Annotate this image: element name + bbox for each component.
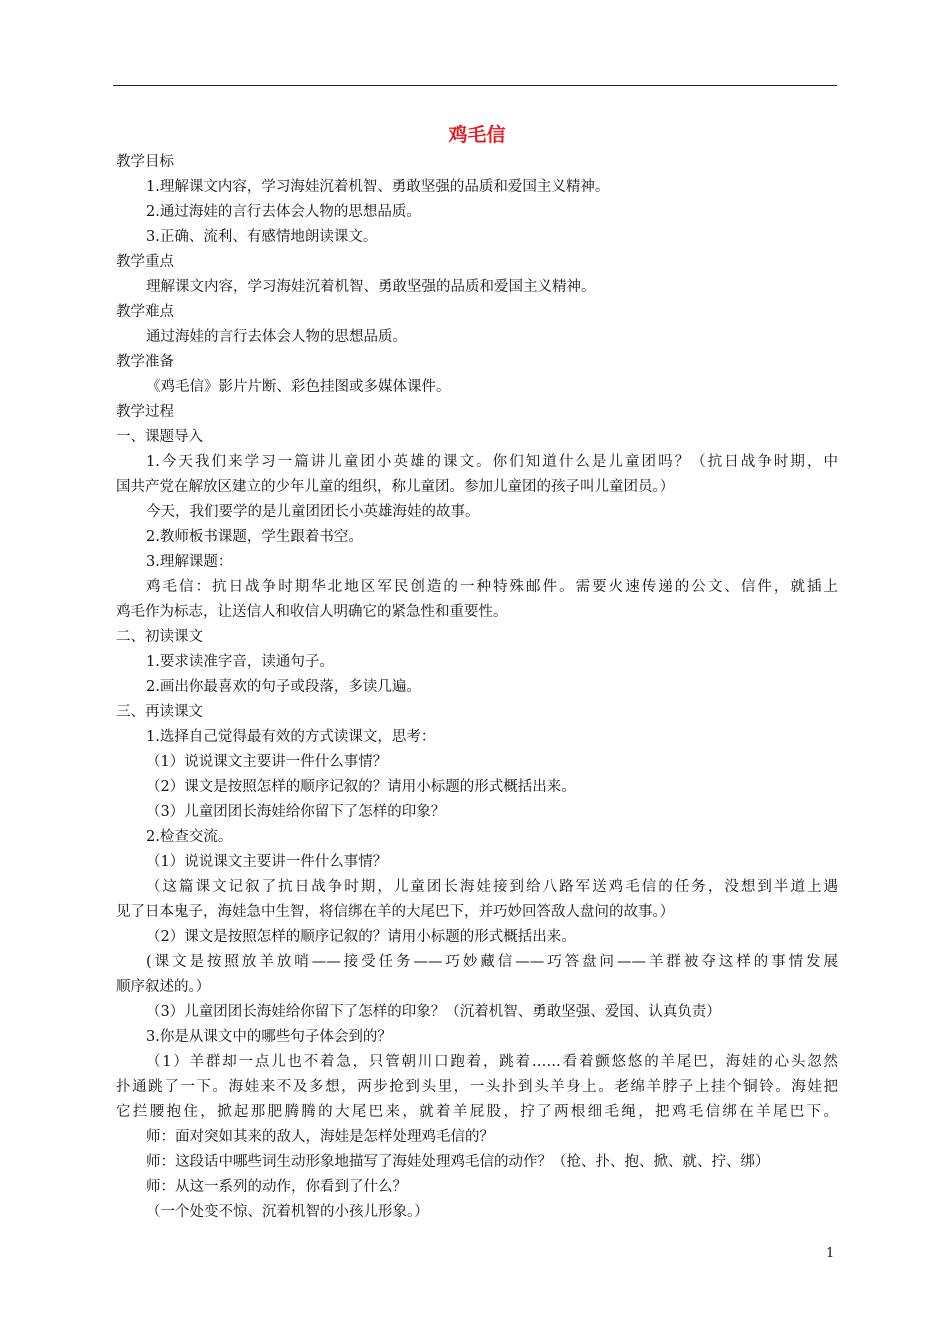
- text-line: （2）课文是按照怎样的顺序记叙的？请用小标题的形式概括出来。: [146, 929, 576, 945]
- page-number: 1: [826, 1246, 835, 1261]
- text-line: （1）羊群却一点儿也不着急，只管朝川口跑着，跳着……看着颤悠悠的羊尾巴，海娃的心头忽然: [146, 1054, 838, 1070]
- text-line: (课文是按照放羊放哨——接受任务——巧妙藏信——巧答盘问——羊群被夺这样的事情发展: [146, 954, 838, 970]
- text-line: 三、再读课文: [116, 704, 203, 720]
- document-body: [116, 121, 838, 1225]
- text-line: 1.要求读准字音，读通句子。: [146, 654, 334, 670]
- text-line: 3.正确、流利、有感情地朗读课文。: [146, 229, 378, 245]
- text-line: 2.画出你最喜欢的句子或段落，多读几遍。: [146, 679, 421, 695]
- text-line: （3）儿童团团长海娃给你留下了怎样的印象？（沉着机智、勇敢坚强、爱国、认真负责）: [146, 1004, 721, 1020]
- text-line: 1.理解课文内容，学习海娃沉着机智、勇敢坚强的品质和爱国主义精神。: [146, 179, 610, 195]
- text-line: 顺序叙述的。）: [116, 979, 211, 995]
- text-line: 2.检查交流。: [146, 829, 233, 845]
- text-line: 理解课文内容，学习海娃沉着机智、勇敢坚强的品质和爱国主义精神。: [146, 279, 596, 295]
- text-line: （1）说说课文主要讲一件什么事情？: [146, 754, 388, 770]
- text-line: 3.理解课题：: [146, 554, 233, 570]
- text-line: 师：这段话中哪些词生动形象地描写了海娃处理鸡毛信的动作？（抢、扑、抱、掀、就、拧、绑）: [146, 1154, 770, 1170]
- text-line: 一、课题导入: [116, 429, 203, 445]
- text-line: 鸡毛作为标志，让送信人和收信人明确它的紧急性和重要性。: [116, 604, 508, 620]
- text-line: 师：面对突如其来的敌人，海娃是怎样处理鸡毛信的？: [146, 1129, 494, 1145]
- text-line: 鸡毛信：抗日战争时期华北地区军民创造的一种特殊邮件。需要火速传递的公文、信件，就插上: [146, 579, 838, 595]
- text-line: （1）说说课文主要讲一件什么事情？: [146, 854, 388, 870]
- text-line: 1.选择自己觉得最有效的方式读课文，思考：: [146, 729, 436, 745]
- text-line: （这篇课文记叙了抗日战争时期，儿童团长海娃接到给八路军送鸡毛信的任务，没想到半道上遇: [146, 879, 838, 895]
- text-line: （2）课文是按照怎样的顺序记叙的？请用小标题的形式概括出来。: [146, 779, 576, 795]
- text-line: 《鸡毛信》影片片断、彩色挂图或多媒体课件。: [146, 379, 451, 395]
- text-line: （一个处变不惊、沉着机智的小孩儿形象。）: [146, 1204, 429, 1220]
- text-line: 1.今天我们来学习一篇讲儿童团小英雄的课文。你们知道什么是儿童团吗？（抗日战争时期，中: [146, 454, 838, 470]
- header-rule: [113, 85, 837, 86]
- text-line: 教学难点: [116, 304, 174, 320]
- text-line: 教学准备: [116, 354, 174, 370]
- text-line: 教学过程: [116, 404, 174, 420]
- text-line: 见了日本鬼子，海娃急中生智，将信绑在羊的大尾巴下，并巧妙回答敌人盘问的故事。）: [116, 904, 675, 920]
- text-line: 教学重点: [116, 254, 174, 270]
- text-line: 2.教师板书课题，学生跟着书空。: [146, 529, 363, 545]
- text-line: 3.你是从课文中的哪些句子体会到的？: [146, 1029, 392, 1045]
- text-line: 2.通过海娃的言行去体会人物的思想品质。: [146, 204, 421, 220]
- text-line: 通过海娃的言行去体会人物的思想品质。: [146, 329, 407, 345]
- text-line: 二、初读课文: [116, 629, 203, 645]
- page-title: 鸡毛信: [448, 124, 506, 146]
- text-line: 师：从这一系列的动作，你看到了什么？: [146, 1179, 407, 1195]
- text-line: （3）儿童团团长海娃给你留下了怎样的印象？: [146, 804, 446, 820]
- text-line: 扑通跳了一下。海娃来不及多想，两步抢到头里，一头扑到头羊身上。老绵羊脖子上挂个铜铃。海娃把: [116, 1079, 838, 1095]
- text-line: 教学目标: [116, 154, 174, 170]
- text-line: 今天，我们要学的是儿童团团长小英雄海娃的故事。: [146, 504, 480, 520]
- text-lines: [116, 150, 838, 1225]
- text-line: 国共产党在解放区建立的少年儿童的组织，称儿童团。参加儿童团的孩子叫儿童团员。）: [116, 479, 675, 495]
- text-line: 它拦腰抱住，掀起那肥腾腾的大尾巴来，就着羊屁股，拧了两根细毛绳，把鸡毛信绑在羊尾巴下。: [116, 1104, 838, 1120]
